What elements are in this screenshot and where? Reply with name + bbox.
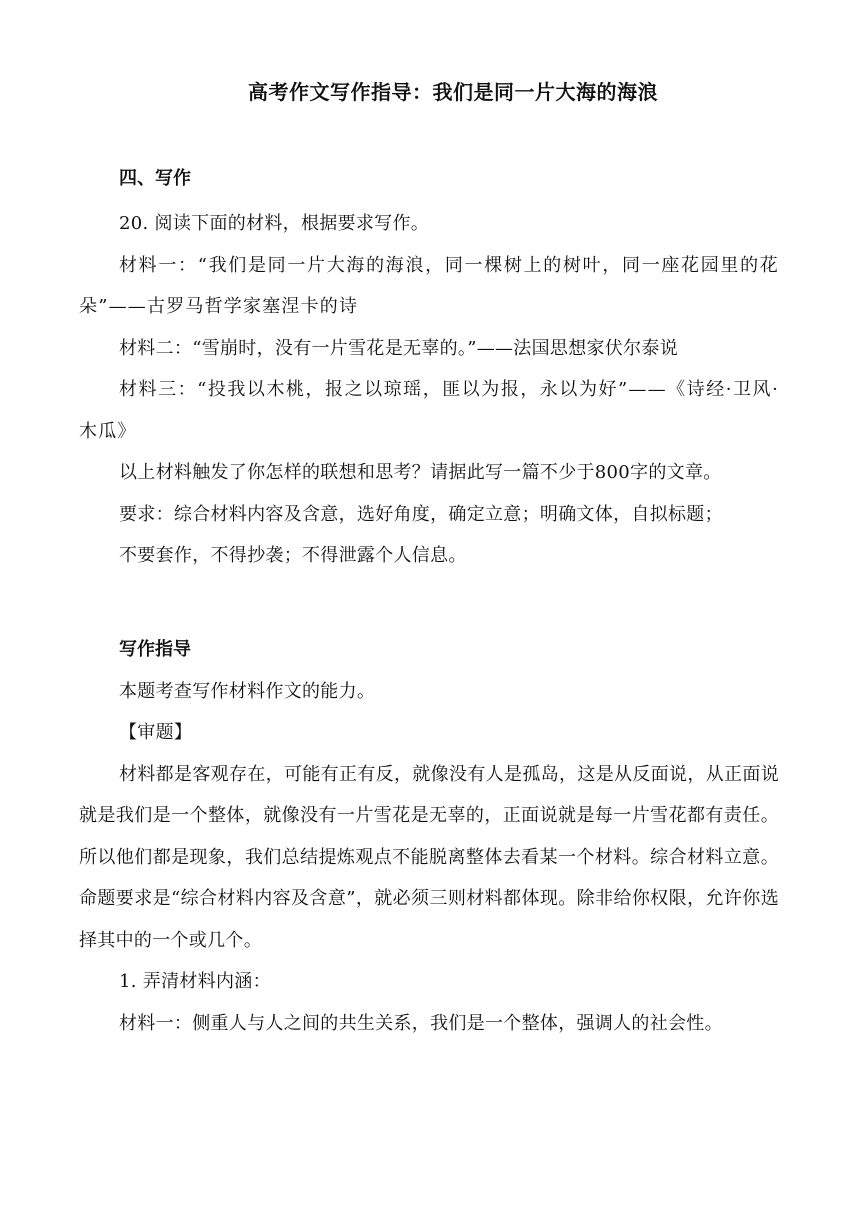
section-heading-writing: 四、写作 bbox=[119, 168, 191, 189]
requirements-text: 要求：综合材料内容及含意，选好角度，确定立意；明确文体，自拟标题； bbox=[119, 503, 723, 525]
review-label: 【审题】 bbox=[119, 722, 193, 743]
material-two-text: 材料二：“雪崩时，没有一片雪花是无辜的。”——法国思想家伏尔泰说 bbox=[119, 337, 679, 359]
document-body bbox=[79, 160, 779, 1044]
analysis-text: 材料都是客观存在，可能有正有反，就像没有人是孤岛，这是从反面说，从正面说就是我们是一个整体，就像没有一片雪花是无辜的，正面说就是每一片雪花都有责任。所以他们都是现象，我们总结提炼观点不能脱离整体去看某一个材料。综合材料立意。命题要求是“综合材料内容及含意”，就必须三则材料都体现。除非给你权限，允许你选择其中的一个或几个。 bbox=[79, 763, 779, 951]
section-heading-guide: 写作指导 bbox=[119, 638, 191, 660]
prompt-text: 以上材料触发了你怎样的联想和思考？请据此写一篇不少于800字的文章。 bbox=[119, 462, 722, 483]
step-one-text: 1. 弄清材料内涵： bbox=[119, 971, 271, 992]
document-title: 高考作文写作指导：我们是同一片大海的海浪 bbox=[248, 80, 658, 104]
requirements-text-continued: 不要套作，不得抄袭；不得泄露个人信息。 bbox=[119, 545, 467, 566]
material-three-text: 材料三：“投我以木桃，报之以琼瑶，匪以为报，永以为好”——《诗经·卫风·木瓜》 bbox=[79, 379, 779, 442]
spacer bbox=[79, 577, 779, 629]
question-text: 20. 阅读下面的材料，根据要求写作。 bbox=[119, 213, 430, 234]
material-one-text: 材料一：“我们是同一片大海的海浪，同一棵树上的树叶，同一座花园里的花朵”——古罗马哲学家塞涅卡的诗 bbox=[79, 254, 779, 317]
material-one-analysis-text: 材料一：侧重人与人之间的共生关系，我们是一个整体，强调人的社会性。 bbox=[119, 1012, 723, 1034]
guide-intro-text: 本题考查写作材料作文的能力。 bbox=[119, 680, 376, 702]
